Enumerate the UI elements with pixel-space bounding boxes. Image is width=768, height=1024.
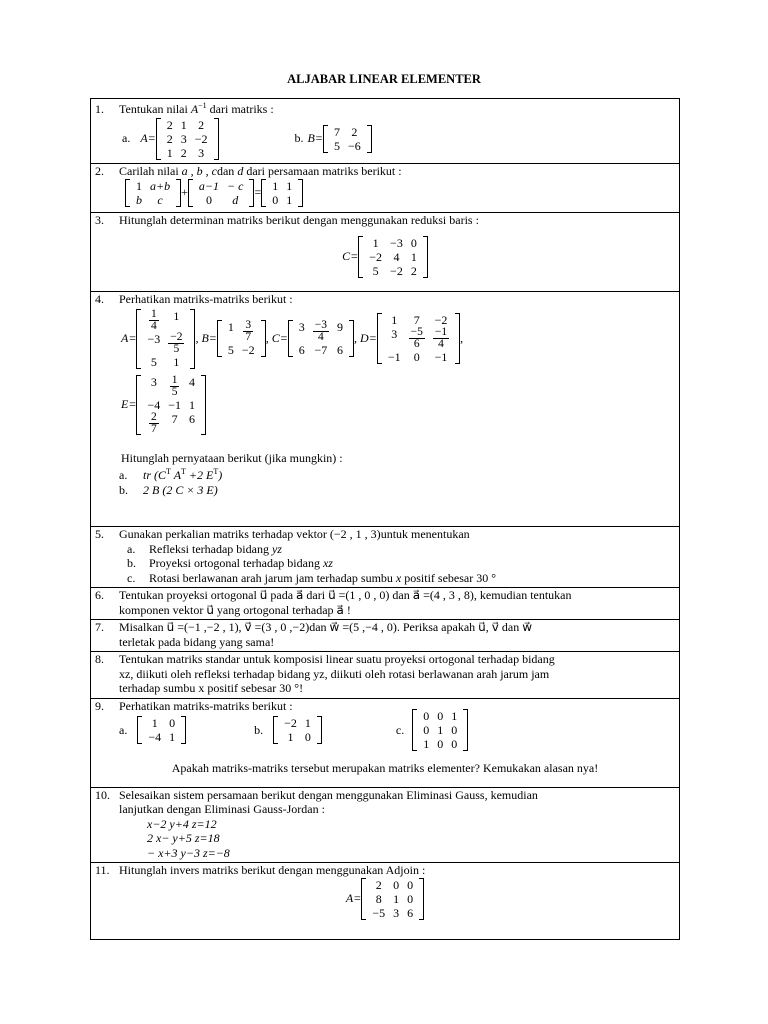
question-11: 11. Hitunglah invers matriks berikut dengan menggunakan Adjoin : A= 2 0 0 8 1 0 −5 3 6 bbox=[91, 863, 680, 940]
matrix-A-adjoin: 2 0 0 8 1 0 −5 3 6 bbox=[361, 878, 424, 920]
question-number: 1. bbox=[95, 102, 104, 116]
matrix-B: 1 $\frac{3}{7}$ 5 −2 bbox=[217, 320, 266, 357]
matrix-m2: a−1 − c 0 d bbox=[188, 179, 255, 207]
matrix-C: 3 $\frac{-3}{4}$ 9 6 −7 6 bbox=[288, 320, 354, 357]
matrix-D: 1 7 −2 3 $\frac{-5}{6}$ $\frac{-1}{4}$ −1 0 −1 bbox=[377, 313, 460, 364]
matrix-m1: 1 a+b b c bbox=[125, 179, 181, 207]
matrix-m3: 1 1 0 1 bbox=[261, 179, 303, 207]
matrix-A: 2 1 2 2 3 −2 1 2 3 bbox=[156, 118, 219, 160]
question-5: 5. Gunakan perkalian matriks terhadap vektor (−2 , 1 , 3)untuk menentukan a. Refleksi terhadap bidang yz b. Proyeksi ortogonal terhadap bidang xz c. Rotasi berlawanan arah jarum jam terhadap sumbu x positif sebesar 30 ° bbox=[91, 527, 680, 588]
question-9: 9. Perhatikan matriks-matriks berikut : a. 1 0 −4 1 b. −2 1 1 0 c. 0 0 1 0 1 0 1 0 0 Apakah matriks-matriks tersebut merupakan matriks elementer? Kemukakan alasan nya! bbox=[91, 698, 680, 787]
matrix-A: $\frac{1}{4}$ 1 −3 $\frac{-2}{5}$ 5 1 bbox=[136, 309, 195, 369]
matrix-9b: −2 1 1 0 bbox=[273, 716, 322, 744]
question-3: 3. Hitunglah determinan matriks berikut dengan menggunakan reduksi baris : C= 1 −3 0 −2 4 1 5 −2 2 bbox=[91, 213, 680, 292]
question-1: 1. Tentukan nilai $A^{-1}$ dari matriks : a. A= 2 1 2 2 3 −2 1 2 3 b. B= 7 2 5 −6 bbox=[91, 99, 680, 164]
matrix-9a: 1 0 −4 1 bbox=[137, 716, 186, 744]
matrix-9c: 0 0 1 0 1 0 1 0 0 bbox=[412, 709, 468, 751]
exam-table bbox=[90, 98, 680, 940]
matrix-C: 1 −3 0 −2 4 1 5 −2 2 bbox=[358, 236, 428, 278]
matrix-B: 7 2 5 −6 bbox=[323, 125, 372, 153]
question-8: 8. Tentukan matriks standar untuk komposisi linear suatu proyeksi ortogonal terhadap bidang xz, diikuti oleh refleksi terhadap bidang yz, diikuti oleh rotasi berlawanan arah jarum jam terhadap sumbu x positif sebesar 30 °! bbox=[91, 652, 680, 699]
page-title: ALJABAR LINEAR ELEMENTER bbox=[287, 72, 481, 86]
question-10: 10. Selesaikan sistem persamaan berikut dengan menggunakan Eliminasi Gauss, kemudian lanjutkan dengan Eliminasi Gauss-Jordan : x−2 y+4 z=12 2 x− y+5 z=18 − x+3 y−3 z=−8 bbox=[91, 787, 680, 863]
question-2: 2. Carilah nilai a , b , cdan d dari persamaan matriks berikut : 1 a+b b c + a−1 − c 0 d = 1 1 0 1 bbox=[91, 164, 680, 213]
question-7: 7. Misalkan u⃗ =(−1 ,−2 , 1), v⃗ =(3 , 0 ,−2)dan w⃗ =(5 ,−4 , 0). Periksa apakah u⃗, v⃗ dan w⃗ terletak pada bidang yang sama! bbox=[91, 620, 680, 652]
question-4: 4. Perhatikan matriks-matriks berikut : A= $\frac{1}{4}$ 1 −3 $\frac{-2}{5}$ 5 1 , B= 1 $\frac{3}{7}$ 5 −2 , C= 3 $\frac{-3}{4}$ 9 6 −7 6 , D= 1 7 −2 3 $\frac{-5}{6}$ $\frac{-1}{4}$ −1 0 −1 , E= 3 $\frac{1}{5}$ 4 −4 −1 1 $\frac{2}{7}$ 7 6 Hitunglah pernyataan berikut (jika mungkin) : a. tr ($C^T$ $A^T +2$ $E^T$) b. 2 B (2 C × 3 E) bbox=[91, 292, 680, 527]
question-6: 6. Tentukan proyeksi ortogonal u⃗ pada a⃗ dari u⃗ =(1 , 0 , 0) dan a⃗ =(4 , 3 , 8), kemudian tentukan komponen vektor u⃗ yang ortogonal terhadap a⃗ ! bbox=[91, 588, 680, 620]
matrix-E: 3 $\frac{1}{5}$ 4 −4 −1 1 $\frac{2}{7}$ 7 6 bbox=[136, 375, 206, 435]
